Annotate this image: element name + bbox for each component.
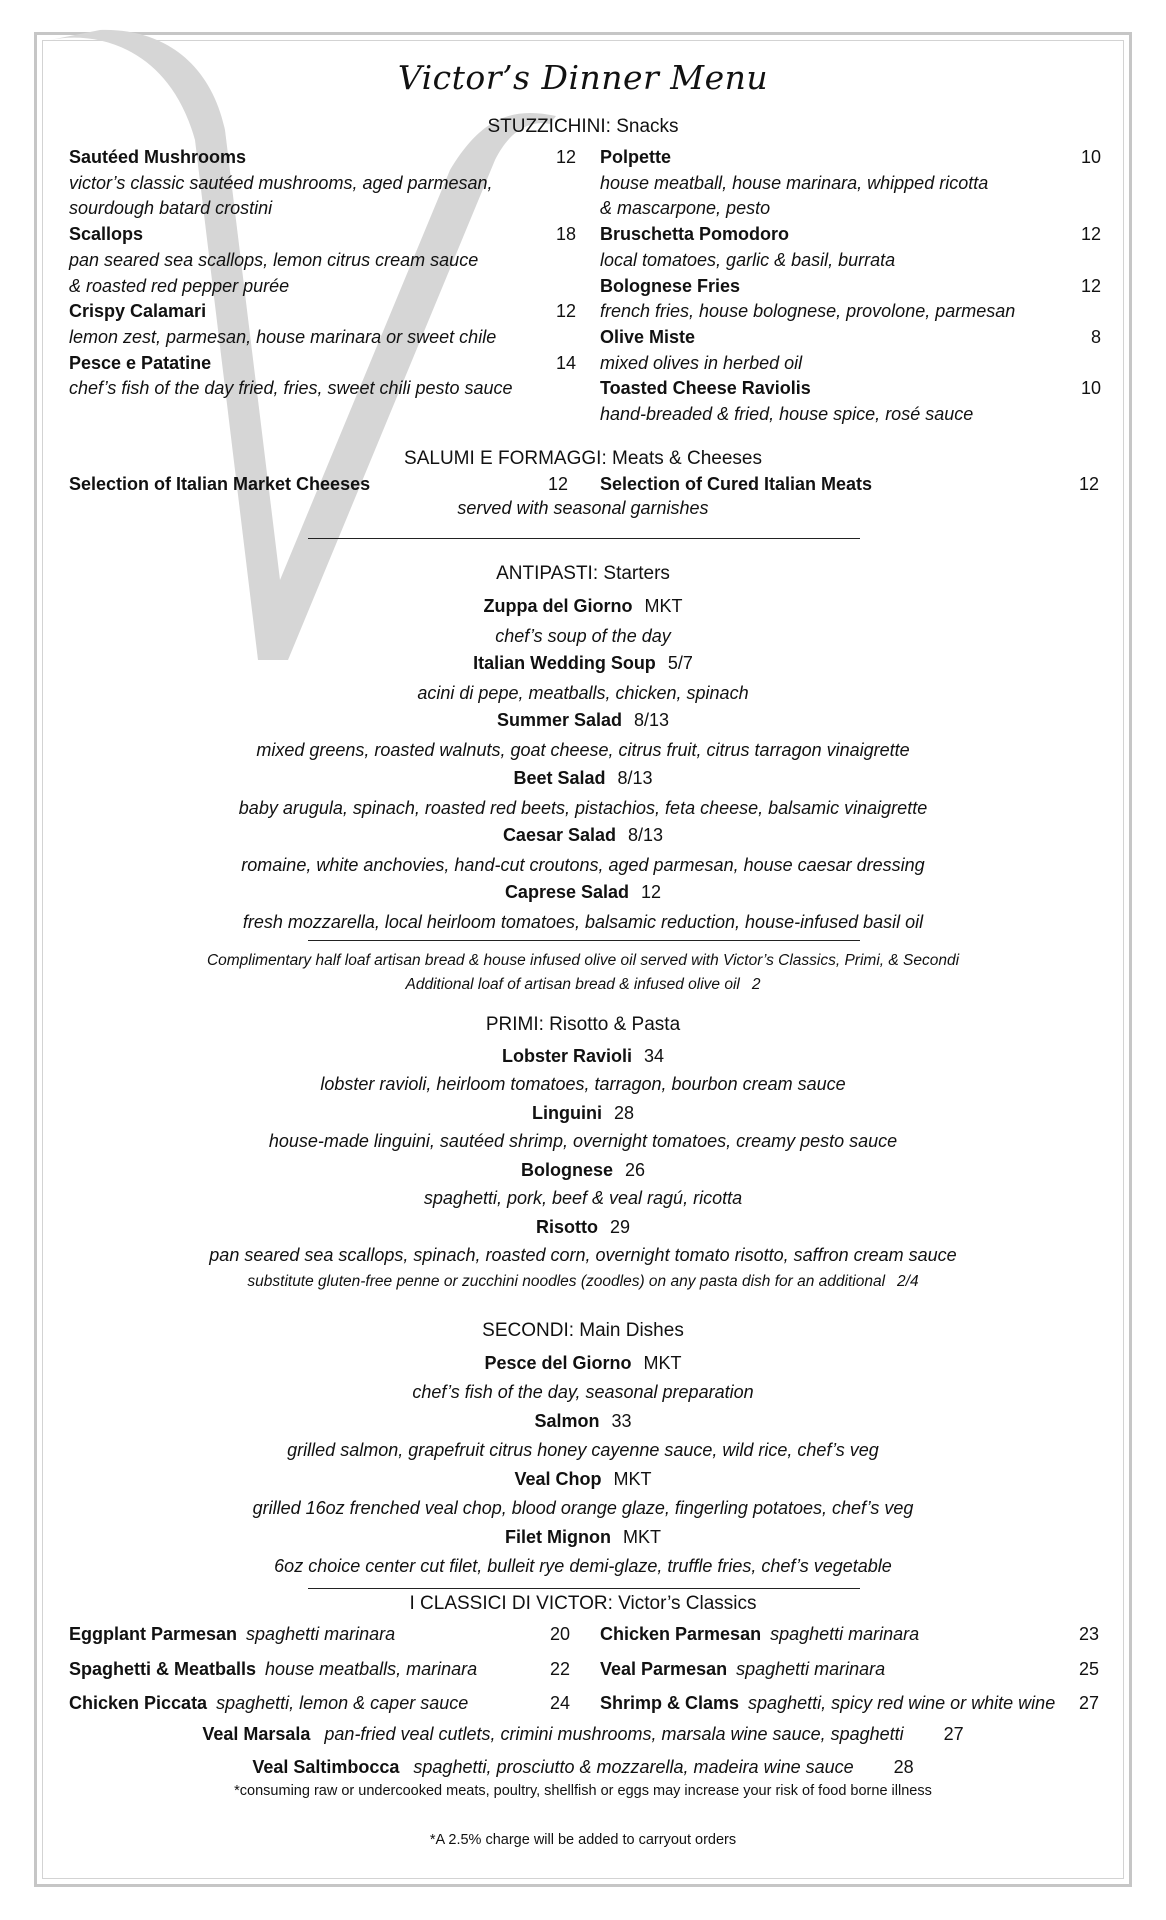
menu-item-title: [0, 1410, 1166, 1432]
menu-item-price: MKT: [613, 1469, 652, 1489]
salumi-meats-price: 12: [1078, 474, 1099, 494]
menu-item-description: pan seared sea scallops, lemon citrus cream sauce: [69, 249, 479, 270]
menu-item-description: house meatballs, marinara: [265, 1658, 478, 1679]
menu-item-name: Risotto: [535, 1217, 598, 1237]
menu-item-name: Summer Salad: [496, 710, 622, 731]
section-heading-secondi: SECONDI: Main Dishes: [482, 1320, 684, 1341]
divider: [308, 1588, 860, 1589]
menu-item-title: [0, 709, 1166, 731]
menu-item-price: 10: [1080, 147, 1101, 167]
menu-item-description: lobster ravioli, heirloom tomatoes, tarragon, bourbon cream sauce: [320, 1074, 846, 1094]
menu-item-description: fresh mozzarella, local heirloom tomatoes, balsamic reduction, house-infused basil oil: [242, 912, 924, 932]
classic-item-centered: [0, 1723, 1166, 1745]
menu-item-name: Veal Saltimbocca: [252, 1757, 400, 1777]
menu-item-price: 12: [1080, 224, 1101, 245]
menu-item-description: spaghetti, lemon & caper sauce: [216, 1693, 469, 1713]
menu-item-description: chef’s soup of the day: [495, 626, 671, 646]
menu-item-description: victor’s classic sautéed mushrooms, aged parmesan,: [69, 172, 493, 193]
menu-item-name: Beet Salad: [513, 767, 606, 788]
menu-item-description: sourdough batard crostini: [69, 198, 273, 219]
salumi-cheese-price: 12: [547, 474, 568, 494]
menu-item-description: spaghetti, prosciutto & mozzarella, madeira wine sauce: [413, 1757, 854, 1777]
menu-item-price: 28: [893, 1757, 914, 1777]
classic-item: [69, 1623, 395, 1645]
menu-item-price: 22: [549, 1658, 570, 1679]
menu-item-price: 25: [1078, 1658, 1099, 1679]
menu-item-price: 26: [624, 1160, 646, 1180]
salumi-note: served with seasonal garnishes: [457, 498, 709, 518]
menu-item-price: 10: [1080, 378, 1101, 399]
menu-item-description: mixed greens, roasted walnuts, goat cheese, citrus fruit, citrus tarragon vinaigrette: [256, 740, 910, 761]
classic-item: [69, 1658, 477, 1680]
menu-item-price: 23: [1078, 1624, 1099, 1644]
menu-item-price: 14: [555, 352, 576, 373]
menu-item-description: mixed olives in herbed oil: [600, 352, 803, 373]
classic-item: [600, 1623, 919, 1645]
menu-item-name: Olive Miste: [600, 326, 696, 347]
menu-item-name: Chicken Piccata: [69, 1693, 208, 1713]
menu-item-price: 12: [1080, 275, 1101, 296]
section-heading-classici: I CLASSICI DI VICTOR: Victor’s Classics: [409, 1593, 757, 1614]
menu-item-name: Shrimp & Clams: [600, 1693, 740, 1713]
menu-item-name: Pesce del Giorno: [484, 1353, 632, 1373]
menu-item-description: chef’s fish of the day, seasonal preparation: [412, 1382, 754, 1402]
menu-item-name: Linguini: [531, 1103, 602, 1123]
menu-item-title: [0, 767, 1166, 789]
menu-item-title: [0, 1216, 1166, 1238]
menu-item-title: [0, 1045, 1166, 1067]
menu-item-name: Spaghetti & Meatballs: [69, 1658, 257, 1679]
menu-item-description: spaghetti, pork, beef & veal ragú, ricotta: [423, 1188, 743, 1208]
menu-item-price: 12: [555, 147, 576, 167]
menu-item-name: Pesce e Patatine: [69, 352, 212, 373]
menu-item-name: Zuppa del Giorno: [483, 596, 633, 616]
menu-item-title: [0, 824, 1166, 846]
section-heading-salumi: SALUMI E FORMAGGI: Meats & Cheeses: [404, 448, 762, 469]
menu-item-price: 28: [613, 1103, 634, 1123]
menu-item-price: MKT: [622, 1527, 661, 1547]
menu-item-name: Toasted Cheese Raviolis: [600, 378, 811, 399]
classic-item-centered: [0, 1756, 1166, 1778]
menu-item-price: 24: [549, 1693, 570, 1713]
divider: [308, 538, 860, 539]
menu-item-description: 6oz choice center cut filet, bulleit rye demi-glaze, truffle fries, chef’s vegetable: [274, 1556, 892, 1576]
menu-item-description: grilled 16oz frenched veal chop, blood orange glaze, fingerling potatoes, chef’s veg: [252, 1498, 914, 1518]
menu-item-title: [0, 1468, 1166, 1490]
pasta-substitution-note: substitute gluten-free penne or zucchini noodles (zoodles) on any pasta dish for an additional 2/4: [247, 1273, 919, 1290]
menu-item-description: romaine, white anchovies, hand-cut croutons, aged parmesan, house caesar dressing: [241, 854, 925, 875]
salumi-cheese-name: Selection of Italian Market Cheeses: [69, 474, 371, 494]
menu-item-title: [0, 1526, 1166, 1548]
menu-item-name: Filet Mignon: [505, 1527, 611, 1547]
classic-item: [69, 1692, 468, 1714]
menu-item-name: Bolognese: [520, 1160, 613, 1180]
menu-item-price: MKT: [643, 1353, 682, 1373]
menu-item-price: 27: [1078, 1693, 1099, 1713]
bread-note-line2: Additional loaf of artisan bread & infused olive oil 2: [405, 976, 761, 993]
menu-item-price: 12: [555, 301, 576, 322]
menu-item-description: pan seared sea scallops, spinach, roasted corn, overnight tomato risotto, saffron cream sauce: [209, 1245, 957, 1265]
menu-item-name: Italian Wedding Soup: [473, 653, 656, 674]
menu-item-description: & mascarpone, pesto: [600, 198, 771, 219]
menu-item-name: Bruschetta Pomodoro: [600, 224, 790, 245]
menu-item-price: 5/7: [667, 653, 693, 674]
classic-item: [600, 1692, 1055, 1714]
menu-item-description: spaghetti marinara: [246, 1624, 396, 1644]
menu-item-description: chef’s fish of the day fried, fries, sweet chili pesto sauce: [69, 378, 513, 399]
menu-item-price: 8: [1090, 326, 1101, 347]
menu-item-description: local tomatoes, garlic & basil, burrata: [600, 249, 896, 270]
menu-item-price: 8/13: [634, 710, 670, 731]
section-heading-antipasti: ANTIPASTI: Starters: [496, 563, 670, 584]
menu-item-name: Chicken Parmesan: [600, 1624, 762, 1644]
salumi-meats-name: Selection of Cured Italian Meats: [600, 474, 873, 494]
menu-item-title: [0, 652, 1166, 674]
menu-item-name: Caprese Salad: [504, 882, 630, 902]
menu-item-description: baby arugula, spinach, roasted red beets, pistachios, feta cheese, balsamic vinaigrette: [238, 797, 928, 818]
menu-item-name: Eggplant Parmesan: [69, 1624, 238, 1644]
menu-item-description: hand-breaded & fried, house spice, rosé sauce: [600, 404, 974, 424]
carryout-charge-note: *A 2.5% charge will be added to carryout orders: [429, 1832, 737, 1848]
menu-item-name: Polpette: [600, 147, 672, 167]
menu-item-description: house-made linguini, sautéed shrimp, overnight tomatoes, creamy pesto sauce: [268, 1131, 898, 1151]
menu-item-name: Veal Marsala: [202, 1724, 311, 1744]
menu-item-description: grilled salmon, grapefruit citrus honey cayenne sauce, wild rice, chef’s veg: [287, 1440, 879, 1460]
menu-item-description: french fries, house bolognese, provolone, parmesan: [600, 301, 1016, 322]
menu-title: Victor’s Dinner Menu: [397, 58, 769, 97]
menu-item-name: Veal Chop: [514, 1469, 602, 1489]
menu-item-price: MKT: [644, 596, 683, 616]
menu-item-description: spaghetti, spicy red wine or white wine: [748, 1693, 1056, 1713]
menu-item-price: 34: [644, 1046, 665, 1066]
menu-item-name: Scallops: [69, 224, 144, 245]
section-heading-primi: PRIMI: Risotto & Pasta: [485, 1014, 681, 1035]
menu-item-description: & roasted red pepper purée: [69, 275, 290, 296]
menu-item-title: [0, 1102, 1166, 1124]
menu-item-name: Bolognese Fries: [600, 275, 741, 296]
menu-item-price: 8/13: [617, 767, 653, 788]
menu-item-price: 12: [641, 882, 662, 902]
menu-item-name: Sautéed Mushrooms: [69, 147, 247, 167]
classic-item: [600, 1658, 885, 1680]
menu-item-name: Salmon: [534, 1411, 600, 1431]
menu-item-title: [0, 1352, 1166, 1374]
menu-item-price: 8/13: [628, 824, 664, 845]
food-safety-warning: *consuming raw or undercooked meats, poultry, shellfish or eggs may increase your risk of food borne illness: [234, 1783, 932, 1799]
menu-item-price: 33: [611, 1411, 632, 1431]
menu-item-description: house meatball, house marinara, whipped ricotta: [600, 172, 989, 193]
menu-item-title: [0, 1159, 1166, 1181]
menu-item-price: 29: [609, 1217, 631, 1237]
menu-item-description: spaghetti marinara: [770, 1624, 920, 1644]
menu-item-description: acini di pepe, meatballs, chicken, spinach: [417, 683, 749, 704]
menu-item-name: Lobster Ravioli: [501, 1046, 632, 1066]
menu-item-title: [0, 881, 1166, 903]
menu-item-price: 27: [943, 1724, 964, 1744]
divider: [308, 940, 860, 941]
menu-item-description: pan-fried veal cutlets, crimini mushrooms, marsala wine sauce, spaghetti: [324, 1724, 904, 1744]
section-heading-stuzzichini: STUZZICHINI: Snacks: [487, 116, 679, 137]
menu-item-price: 18: [555, 224, 576, 245]
menu-item-title: [0, 595, 1166, 617]
menu-item-name: Veal Parmesan: [600, 1658, 728, 1679]
menu-item-description: lemon zest, parmesan, house marinara or sweet chile: [69, 326, 497, 347]
menu-item-name: Caesar Salad: [502, 824, 617, 845]
menu-item-description: spaghetti marinara: [736, 1658, 886, 1679]
menu-item-name: Crispy Calamari: [69, 301, 207, 322]
menu-item-price: 20: [549, 1624, 570, 1644]
bread-note-line1: Complimentary half loaf artisan bread & house infused olive oil served with Victor’s Classics, Primi, & Secondi: [206, 952, 960, 969]
